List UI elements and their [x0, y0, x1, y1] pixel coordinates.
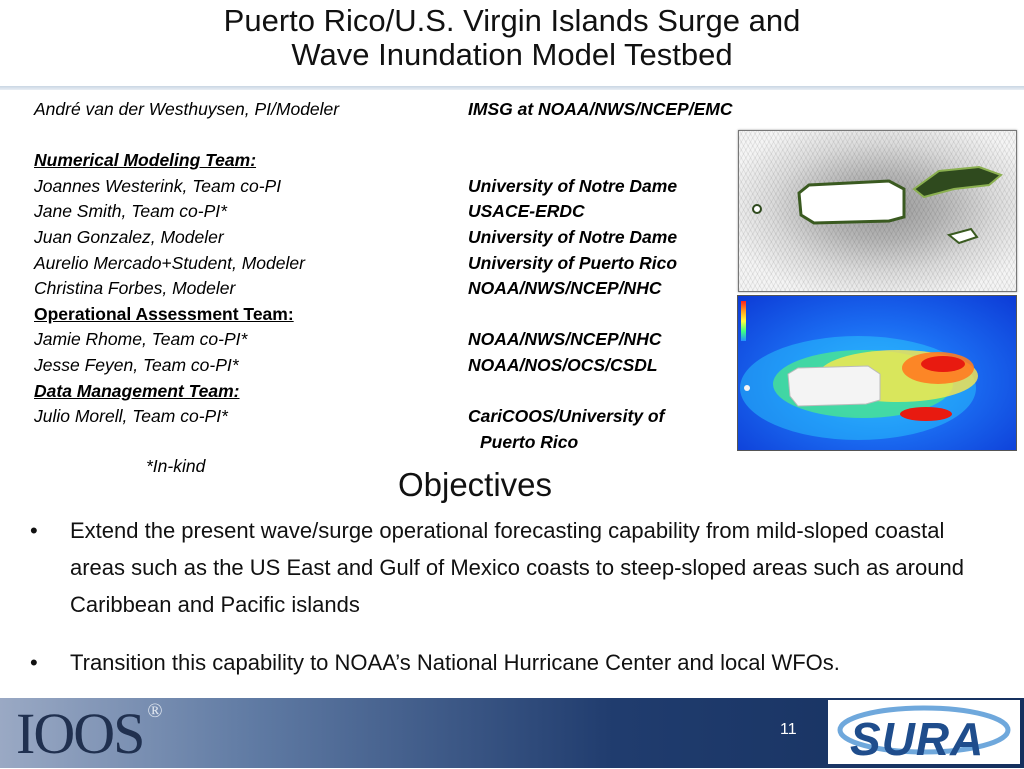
ioos-logo-text: IOOS: [16, 701, 144, 766]
slide-title: [0, 4, 1024, 72]
bullet-icon: •: [30, 518, 38, 543]
color-scale-legend: [741, 301, 746, 341]
member-org: USACE-ERDC: [468, 201, 585, 222]
objective-item: [30, 512, 980, 623]
registered-mark: ®: [147, 700, 161, 722]
surge-band-red-south: [900, 407, 952, 421]
pi-org: IMSG at NOAA/NWS/NCEP/EMC: [468, 99, 733, 119]
puerto-rico-island: [788, 366, 880, 406]
sura-logo: [828, 700, 1020, 764]
slide-number: 11: [780, 721, 797, 738]
team-orgs-column: [468, 97, 732, 455]
member-org-continued: Puerto Rico: [480, 431, 579, 452]
puerto-rico-island: [799, 181, 904, 223]
virgin-islands-chain: [914, 167, 1001, 197]
member-name: Aurelio Mercado+Student, Modeler: [34, 252, 305, 273]
surge-band-red: [921, 356, 965, 372]
sura-logo-text: SURA: [850, 713, 985, 765]
objective-item: [30, 644, 980, 681]
spacer: [34, 123, 339, 149]
title-divider: [0, 86, 1024, 90]
member-name: Jamie Rhome, Team co-PI*: [34, 329, 248, 350]
member-org: NOAA/NOS/OCS/CSDL: [468, 354, 658, 375]
mona-island: [744, 385, 750, 391]
spacer: [468, 379, 732, 405]
mesh-islands-figure: [739, 131, 1016, 291]
member-name: Joannes Westerink, Team co-PI: [34, 175, 282, 196]
ioos-logo: [16, 700, 161, 767]
member-org: University of Notre Dame: [468, 226, 678, 247]
member-name: Jane Smith, Team co-PI*: [34, 201, 227, 222]
model-mesh-image: [738, 130, 1017, 292]
data-team-header: Data Management Team:: [34, 380, 240, 401]
spacer: [468, 123, 732, 149]
member-name: Julio Morell, Team co-PI*: [34, 406, 228, 427]
member-name: Christina Forbes, Modeler: [34, 278, 236, 299]
member-org: NOAA/NWS/NCEP/NHC: [468, 278, 662, 299]
member-org: University of Notre Dame: [468, 175, 678, 196]
surge-inundation-image: [737, 295, 1017, 451]
operational-team-header: Operational Assessment Team:: [34, 303, 294, 324]
pi-name: André van der Westhuysen, PI/Modeler: [34, 99, 340, 119]
mona-island: [753, 205, 761, 213]
member-org: University of Puerto Rico: [468, 252, 678, 273]
small-island: [949, 229, 977, 243]
objective-text: Extend the present wave/surge operational forecasting capability from mild-sloped coastal areas such as the US East and Gulf of Mexico coasts to steep-sloped areas such as around Caribbean and Pacific islands: [70, 518, 964, 617]
surge-map-figure: [738, 296, 1016, 450]
member-org: CariCOOS/University of: [468, 406, 665, 427]
spacer: [468, 148, 732, 174]
objectives-list: [30, 512, 980, 702]
title-line-1: Puerto Rico/U.S. Virgin Islands Surge and: [223, 3, 801, 38]
inkind-note: *In-kind: [146, 456, 206, 476]
numerical-team-header: Numerical Modeling Team:: [34, 150, 257, 171]
member-org: NOAA/NWS/NCEP/NHC: [468, 329, 662, 350]
objective-text: Transition this capability to NOAA’s National Hurricane Center and local WFOs.: [70, 650, 840, 675]
bullet-icon: •: [30, 650, 38, 675]
objectives-heading: Objectives: [397, 466, 553, 503]
team-names-column: [34, 97, 339, 430]
title-line-2: Wave Inundation Model Testbed: [291, 37, 733, 72]
member-name: Juan Gonzalez, Modeler: [34, 226, 224, 247]
spacer: [468, 302, 732, 328]
member-name: Jesse Feyen, Team co-PI*: [34, 354, 239, 375]
